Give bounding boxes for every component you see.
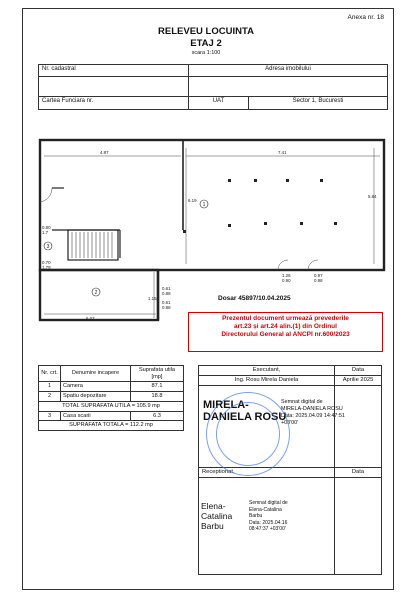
notice-line-2: art.23 și art.24 alin.(1) din Ordinul — [234, 323, 337, 331]
uat-label: UAT — [189, 97, 249, 109]
dim-mid-c: 0.61 — [162, 300, 171, 305]
digital-signature-2: Semnat digital de Elena-Catalina Barbu Data: 2025.04.16 08:47:37 +03'00' — [249, 500, 288, 532]
col-suprafata-header: Suprafata utila [mp] — [131, 366, 184, 382]
dim-door-a: 0.80 — [42, 225, 51, 230]
table-row: 2 Spatiu depozitare 18.8 — [39, 392, 184, 402]
rooms-area-table — [38, 365, 184, 431]
dim-bot-a: 1.26 — [282, 273, 291, 278]
authorization-stamp-icon — [206, 392, 290, 476]
cadastral-header-table — [38, 64, 388, 110]
dim-side: 1.15 — [148, 296, 157, 301]
dosar-number: Dosar 45897/10.04.2025 — [218, 295, 291, 302]
data-label: Data — [351, 367, 365, 373]
table-row: 1 Camera 87.1 — [39, 382, 184, 392]
sector-value: Sector 1, Bucuresti — [292, 98, 344, 104]
dim-mid-vertical: 6.19 — [188, 198, 197, 203]
digital-signature-1: Semnat digital de MIRELA-DANIELA ROSU Data: 2025.04.09 14:47:51 +03'00' — [281, 399, 345, 427]
total-row: SUPRAFATA TOTALA = 112.2 mp — [39, 421, 184, 431]
dim-stair: 0.70 — [42, 260, 51, 265]
document-title: RELEVEU LOCUINTA — [158, 26, 254, 37]
executant-name: Ing. Rosu Mirela Daniela — [199, 376, 335, 385]
notice-line-1: Prezentul document urmează prevederile — [222, 315, 349, 322]
dim-bottom-left: 6.07 — [86, 316, 95, 321]
dim-top-right: 7.41 — [278, 150, 287, 155]
dim-right-vertical: 5.84 — [368, 194, 377, 199]
dim-bot-b: 0.90 — [282, 278, 291, 283]
carte-funciara-label: Cartea Funciara nr. — [39, 97, 189, 109]
legal-notice-box — [188, 312, 383, 352]
table-row: 3 Casa scarii 6.3 — [39, 411, 184, 421]
dim-bot-d: 0.98 — [314, 278, 323, 283]
room-3-marker: 3 — [46, 244, 50, 250]
data-label-2: Data — [351, 469, 365, 475]
room-2-marker: 2 — [94, 290, 98, 296]
dim-bot-c: 0.97 — [314, 273, 323, 278]
scale-label: scara 1:100 — [191, 50, 221, 56]
notice-line-3: Directorului General al ANCPI nr.600/2023 — [221, 331, 350, 339]
col-nr-header: Nr. crt. — [39, 366, 61, 382]
annex-number: Anexa nr. 18 — [347, 14, 384, 21]
dim-stair2: 1.79 — [42, 265, 51, 270]
room-1-marker: 1 — [202, 202, 206, 208]
floor-title: ETAJ 2 — [190, 38, 222, 49]
dim-mid-a: 0.61 — [162, 286, 171, 291]
executant-date: Aprilie 2025 — [342, 377, 374, 383]
total-utila-row: TOTAL SUPRAFATA UTILA = 105.9 mp — [39, 401, 184, 411]
col-denumire-header: Denumire incapere — [61, 366, 131, 382]
nr-cadastral-label: Nr. cadastral — [39, 65, 189, 76]
signer-1-name: MIRELA- DANIELA ROSU — [203, 399, 287, 423]
dim-mid-b: 0.88 — [162, 291, 171, 296]
signer-2-name: Elena- Catalina Barbu — [201, 501, 233, 531]
dim-top-left: 4.87 — [100, 150, 109, 155]
dim-mid-d: 0.88 — [162, 305, 171, 310]
executant-label: Executant, — [199, 366, 335, 375]
receptionat-label: Receptionat, — [199, 468, 335, 477]
adresa-label: Adresa imobilului — [265, 66, 311, 72]
dim-door-a2: 1.7 — [42, 230, 49, 235]
